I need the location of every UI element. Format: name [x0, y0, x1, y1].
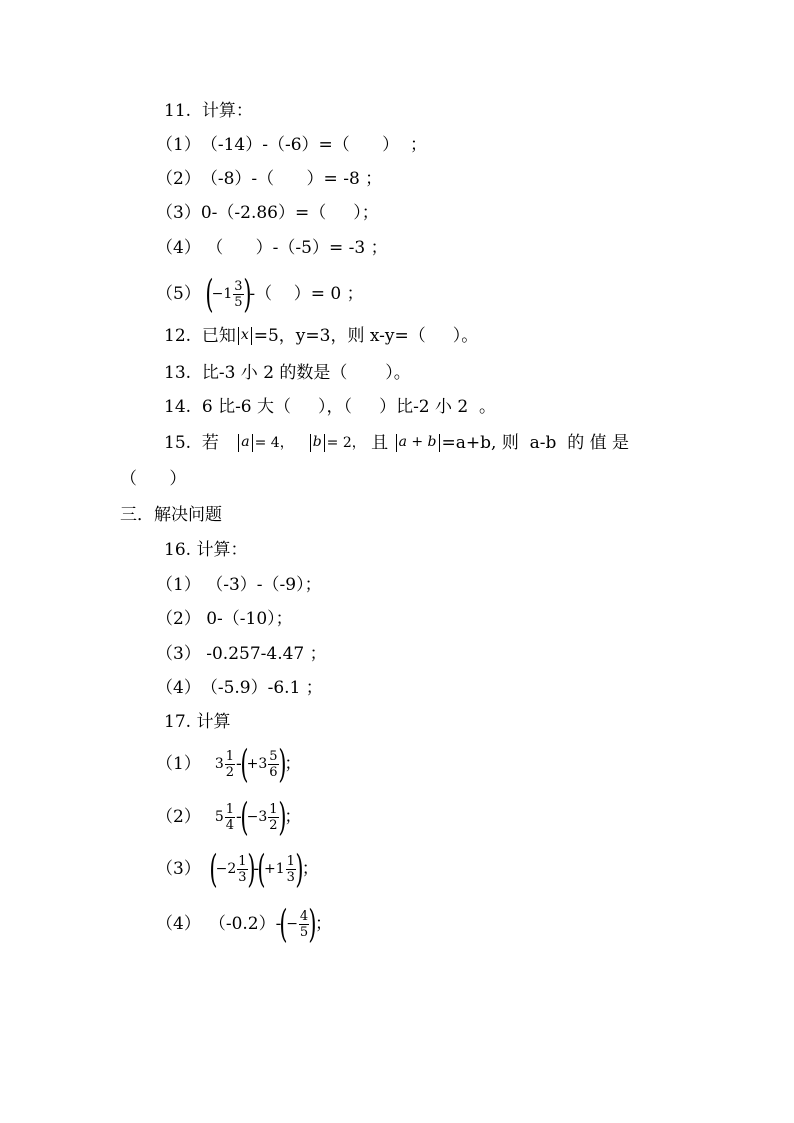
abs-b: b: [310, 434, 325, 452]
fraction-numerator: 5: [269, 748, 278, 764]
q16-item-4-text: （-5.9）-6.1 ；: [200, 678, 323, 698]
whole-part: +3: [246, 756, 268, 772]
q17-item-1: [156, 744, 301, 784]
q15-b-val: = 2，: [326, 435, 366, 451]
q11-item-4-label: （4）: [156, 238, 201, 258]
q12: [164, 321, 478, 351]
fraction-denominator: 3: [286, 869, 295, 885]
q11-item-3-label: （3）: [156, 203, 201, 223]
left-paren: (: [257, 847, 266, 891]
fraction-denominator: 2: [269, 817, 278, 833]
q16-item-3: [156, 639, 327, 669]
q11-item-5-label: （5）: [156, 284, 201, 304]
q11-item-2-label: （2）: [156, 169, 201, 189]
semicolon: ；: [284, 807, 302, 827]
q11-item-1: [156, 130, 427, 160]
q16-item-1: [156, 570, 322, 600]
fraction-numerator: 4: [299, 908, 309, 924]
mixed-number-2: [264, 854, 297, 885]
mixed-number-1: [215, 802, 236, 833]
q15-continuation: （ ）: [120, 469, 187, 489]
q17-item-4: [156, 904, 332, 944]
whole-part: +1: [263, 861, 285, 877]
q16-item-2-text: 0-（-10）；: [200, 609, 293, 629]
fraction: [268, 749, 278, 780]
q16-item-2-label: （2）: [156, 609, 201, 629]
left-paren: (: [209, 847, 218, 891]
q11-item-1-label: （1）: [156, 135, 201, 155]
whole-part: 5: [214, 809, 224, 825]
q12-post: =5，y=3，则 x-y=（ ）。: [253, 326, 479, 346]
signed-fraction: [286, 909, 310, 940]
q17-item-3: [156, 849, 319, 889]
fraction-numerator: 1: [286, 853, 295, 869]
right-paren: ): [295, 847, 304, 891]
left-paren: (: [205, 272, 214, 316]
q15-post: =a+b, 则 a-b 的 值 是: [441, 433, 630, 453]
fraction-denominator: 5: [234, 294, 243, 310]
q14: 14. 6 比-6 大（ ），（ ）比-2 小 2 。: [164, 397, 497, 417]
q11-item-1-text: （-14）-（-6）=（ ） ；: [200, 135, 427, 155]
whole-part: −3: [246, 809, 268, 825]
q16-item-4-label: （4）: [156, 678, 201, 698]
semicolon: ；: [315, 914, 333, 934]
fraction-numerator: 1: [269, 801, 278, 817]
left-paren: (: [279, 902, 288, 946]
fraction: [233, 279, 243, 310]
sign: −: [286, 916, 298, 932]
q17-item-4-label: （4）: [156, 914, 201, 934]
fraction: [225, 802, 235, 833]
fraction: [225, 749, 235, 780]
right-paren: ): [242, 272, 252, 316]
fraction: [237, 854, 247, 885]
q15: [164, 428, 629, 458]
fraction: [268, 802, 278, 833]
q11-item-4-text: （ ）-（-5）= -3 ；: [200, 238, 388, 258]
left-paren: (: [240, 742, 249, 786]
q17-item-2-label: （2）: [156, 807, 201, 827]
right-paren: ): [277, 742, 287, 786]
fraction-denominator: 3: [238, 869, 247, 885]
q11-item-3-text: 0-（-2.86）=（ ）；: [200, 203, 379, 223]
right-paren: ): [308, 902, 317, 946]
whole-part: 3: [214, 756, 224, 772]
q17-item-2: [156, 797, 301, 837]
semicolon: ；: [301, 859, 319, 879]
fraction-numerator: 1: [225, 801, 235, 817]
q16-item-4: [156, 673, 323, 703]
fraction-denominator: 4: [225, 817, 235, 833]
q12-pre: 12. 已知: [164, 326, 236, 346]
q16-item-1-text: （-3）-（-9）；: [200, 575, 322, 595]
q15-pre: 15. 若: [164, 433, 225, 453]
abs-a-plus-b: a + b: [396, 434, 440, 452]
q11-item-2: [156, 164, 382, 194]
abs-x: x: [238, 327, 252, 345]
minus-sign: -: [236, 754, 242, 774]
fraction-numerator: 1: [225, 748, 235, 764]
section-3-title: 三．解决问题: [120, 505, 222, 525]
q11-item-5: [156, 274, 364, 314]
mixed-number: [212, 279, 245, 310]
mixed-number-1: [216, 854, 249, 885]
q11-title: 11. 计算：: [164, 101, 253, 121]
fraction-denominator: 6: [269, 764, 278, 780]
whole-part: −2: [215, 861, 237, 877]
q17-item-3-label: （3）: [156, 859, 201, 879]
mixed-number-2: [247, 749, 280, 780]
semicolon: ；: [284, 754, 302, 774]
fraction-numerator: 3: [234, 278, 243, 294]
fraction-denominator: 2: [225, 764, 235, 780]
abs-a: a: [238, 434, 252, 452]
fraction-denominator: 5: [299, 924, 309, 940]
minus-sign: -: [253, 859, 260, 879]
q15-mid: 且: [365, 433, 394, 453]
q16-item-1-label: （1）: [156, 575, 201, 595]
q11-item-4: [156, 233, 388, 263]
right-paren: ): [277, 795, 287, 839]
mixed-whole: −1: [211, 286, 233, 302]
q11-item-2-text: （-8）-（ ）= -8 ；: [200, 169, 383, 189]
q16-item-2: [156, 604, 293, 634]
q16-item-3-text: -0.257-4.47 ；: [200, 644, 327, 664]
q17-item-1-label: （1）: [156, 754, 201, 774]
mixed-number-2: [247, 802, 280, 833]
minus-sign: -: [236, 807, 242, 827]
right-paren: ): [246, 847, 256, 891]
q17-item-4-pre: （-0.2）-: [208, 914, 282, 934]
q11-item-3: [156, 198, 379, 228]
mixed-number-1: [215, 749, 236, 780]
q17-title: 17. 计算: [164, 712, 231, 732]
q11-item-5-rest: -（ ）= 0 ；: [249, 284, 364, 304]
q13: 13. 比-3 小 2 的数是（ ）。: [164, 363, 411, 383]
fraction-numerator: 1: [238, 853, 247, 869]
left-paren: (: [240, 795, 249, 839]
q15-a-val: = 4，: [254, 435, 294, 451]
q16-title: 16. 计算：: [164, 540, 248, 560]
q16-item-3-label: （3）: [156, 644, 201, 664]
